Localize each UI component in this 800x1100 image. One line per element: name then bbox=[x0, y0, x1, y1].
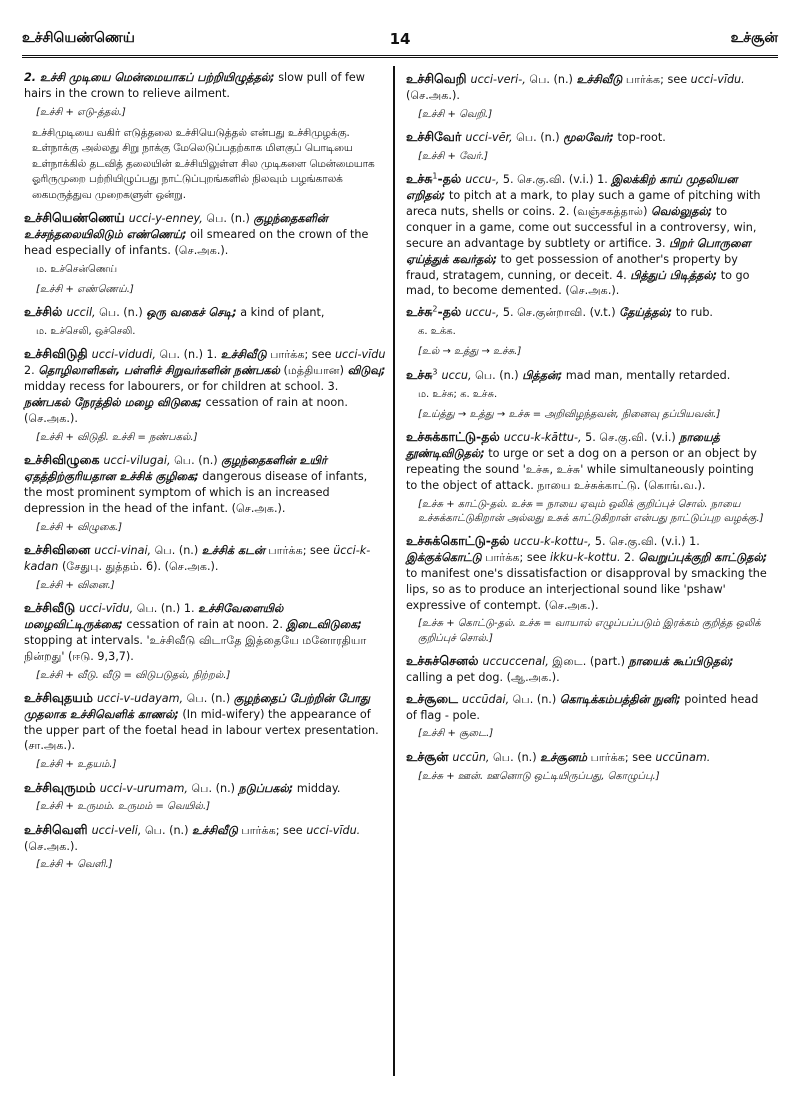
text: (செ.அக.). bbox=[24, 839, 78, 853]
right-column bbox=[406, 70, 768, 790]
headword: உச்சியெண்ணெய் bbox=[24, 210, 125, 226]
headword: உச்சு bbox=[406, 304, 433, 320]
transliteration: ucci-vilugai, bbox=[103, 454, 171, 468]
etymology: [உச்சி + வேர்.] bbox=[418, 150, 489, 162]
entry bbox=[406, 428, 768, 494]
headword: உச்சுக்காட்டு-தல் bbox=[406, 428, 500, 444]
pos: 5. செ.கு.வி. (v.i.) 1. bbox=[499, 173, 612, 187]
text: (செ.அக.). bbox=[406, 88, 460, 102]
meaning: உச்சிவீடு bbox=[220, 348, 267, 362]
headword: உச்சு bbox=[406, 366, 433, 382]
text: stopping at intervals. 'உச்சிவீடு விடாதே இத்தையே மனோரதியா நின்றது' (ஈடு. 9,3,7). bbox=[24, 633, 367, 663]
entry bbox=[24, 821, 386, 855]
pos: பெ. (n.) bbox=[151, 543, 202, 557]
gloss: dangerous disease of infants, the most prominent symptom of which is an increased depression in the head of the infant. (செ.அக.). bbox=[24, 470, 368, 515]
entry bbox=[406, 70, 768, 104]
meaning: உச்சூனம் bbox=[540, 750, 588, 764]
transliteration: uccil, bbox=[66, 306, 96, 320]
text: midday recess for labourers, or for children at school. 3. bbox=[24, 380, 339, 394]
entry bbox=[406, 128, 768, 146]
headword-suffix: -தல் bbox=[437, 171, 462, 187]
headword: உச்சிவிடுதி bbox=[24, 346, 88, 362]
meaning: குழந்தைகளின் உச்சந்தலையிலிடும் எண்ணெய்; bbox=[24, 212, 328, 242]
entry bbox=[24, 599, 386, 665]
pos: 5. செ.குன்றாவி. (v.t.) bbox=[499, 306, 620, 320]
cognate-note: ம. உச்சு; க. உச்சு. bbox=[418, 388, 498, 400]
meaning: வெறுப்புக்குறி காட்டுதல்; bbox=[638, 550, 768, 564]
left-guide-word: உச்சியெண்ணெய் bbox=[22, 30, 135, 46]
etymology: [உச்சி + சூடை.] bbox=[418, 728, 494, 740]
pos: பெ. (n.) bbox=[187, 781, 239, 795]
meaning: நண்பகல் நேரத்தில் மழை விடுகை; bbox=[24, 396, 203, 410]
gloss: to urge or set a dog on a person or an object by repeating the sound 'உச்சு, உச்சு' while simultaneously pointing to the object of attack. நாயை உச்சுக்காட்டு. (கொங்.வ.). bbox=[406, 446, 757, 492]
entry-continued bbox=[24, 70, 386, 102]
meaning: குழந்தைப் பேற்றின் போது முதலாக உச்சிவெளிக் காணல்; bbox=[24, 691, 370, 721]
text: பார்க்க; see bbox=[237, 823, 307, 837]
pos: பெ. (n.) 1. bbox=[133, 601, 199, 615]
meaning: மூலவேர்; bbox=[563, 131, 614, 144]
text: 2. bbox=[24, 364, 39, 378]
headword: உச்சிவுதயம் bbox=[24, 689, 93, 705]
page-header bbox=[22, 30, 778, 50]
homograph-number: 3 bbox=[432, 366, 438, 376]
text: பார்க்க; see bbox=[587, 750, 656, 764]
homograph-number: 2 bbox=[432, 304, 438, 314]
transliteration: uccūdai, bbox=[462, 692, 510, 706]
note-paragraph: உச்சிமுடியை வகிர் எடுத்தலை உச்சியெடுத்தல் என்பது உச்சிமுழக்கு. உள்நாக்கு அல்லது சிறு நாக்கு மேலெடுப்பதற்காக மிளகுப் பொடியை உள்நாக்கில் தடவித் தலையின் உச்சியிலுள்ள சில முடிகளை மென்மையாக ஓரிருமுறை பற்றியிழுப்பது நாட்டுப்புறங்களில் நிலவும் பழங்காலக் கைமருத்துவ முறைகளுள் ஒன்று. bbox=[32, 127, 375, 201]
entry bbox=[406, 652, 768, 686]
etymology: [உல் → உத்து → உச்சு.] bbox=[418, 346, 522, 358]
text: to go mad, to become demented. (செ.அக.). bbox=[406, 268, 750, 298]
transliteration: uccu-, bbox=[465, 173, 500, 187]
entry bbox=[24, 541, 386, 575]
gloss: pointed head of flag - pole. bbox=[406, 692, 759, 722]
meaning: இலக்கிற் காய் முதலியன எறிதல்; bbox=[406, 173, 738, 202]
cross-reference: ucci-vīdu bbox=[334, 348, 386, 362]
pos: பெ. (n.) bbox=[512, 131, 564, 144]
cognate-note: ம. உச்சென்ணெய் bbox=[36, 263, 118, 275]
entry bbox=[406, 748, 768, 766]
text: cessation of rain at noon. (செ.அக.). bbox=[24, 396, 348, 425]
pos: 5. செ.கு.வி. (v.i.) bbox=[581, 430, 680, 444]
meaning: உச்சிவீடு bbox=[192, 823, 238, 837]
transliteration: uccu-k-kottu-, bbox=[513, 534, 592, 548]
headword: உச்சூன் bbox=[406, 748, 449, 764]
etymology: [உச்சு + ஊன். ஊனொடு ஒட்டியிருப்பது, கொழுப்பு.] bbox=[418, 770, 660, 782]
cognate-note: க. உக்க. bbox=[418, 326, 456, 338]
pos: பெ. (n.) 1. bbox=[155, 348, 221, 362]
text: cessation of rain at noon. 2. bbox=[122, 617, 287, 631]
etymology: [உச்சி + எண்ணெய்.] bbox=[36, 284, 134, 296]
pos: 5. செ.கு.வி. (v.i.) 1. bbox=[591, 534, 700, 548]
entry bbox=[24, 451, 386, 517]
etymology: [உச்சி + வெறி.] bbox=[418, 108, 493, 120]
pos: பெ. (n.) bbox=[170, 454, 222, 468]
text: to pitch at a mark, to play such a game of pitching with areca nuts, shells or coins. 2. (வஞ்சகத்தால்) bbox=[406, 189, 761, 218]
text: to manifest one's dissatisfaction or disapproval by smacking the lips, so as to produce an interjectional sound like 'pshaw' expressive of contempt. (செ.அக.). bbox=[406, 566, 767, 612]
gloss: oil smeared on the crown of the head especially of infants. (செ.அக.). bbox=[24, 228, 369, 257]
entry bbox=[24, 779, 386, 797]
meaning: பிறர் பொருளை ஏய்த்துக் கவர்தல்; bbox=[406, 236, 751, 266]
text: பார்க்க; see bbox=[481, 550, 551, 564]
cross-reference: uccūnam. bbox=[655, 750, 711, 764]
left-column bbox=[24, 70, 386, 879]
meaning: குழந்தைகளின் உயிர் ஏதத்திற்குரியதான உச்சிக் குழிகை; bbox=[24, 454, 327, 483]
text: (சேதுபு. துத்தம். 6). (செ.அக.). bbox=[58, 559, 219, 573]
meaning: உச்சிவீடு bbox=[576, 73, 623, 86]
entry bbox=[24, 689, 386, 755]
text: பார்க்க; see bbox=[266, 348, 335, 362]
pos: பெ. (n.) bbox=[471, 368, 523, 382]
pos: பெ. (n.) bbox=[509, 692, 560, 706]
meaning: நடுப்பகல்; bbox=[238, 781, 294, 795]
transliteration: uccu-, bbox=[465, 306, 500, 320]
etymology: [உச்சி + உதயம்.] bbox=[36, 759, 117, 771]
transliteration: uccūn, bbox=[452, 750, 490, 764]
meaning: கொடிக்கம்பத்தின் நுனி; bbox=[559, 692, 681, 706]
transliteration: ucci-vinai, bbox=[94, 543, 152, 557]
page-number: 14 bbox=[389, 30, 411, 48]
transliteration: ucci-veli, bbox=[91, 823, 142, 837]
headword: உச்சிவெறி bbox=[406, 71, 467, 86]
homograph-number: 1 bbox=[432, 171, 438, 181]
transliteration: ucci-vēr, bbox=[465, 131, 513, 144]
pos: பெ. (n.) bbox=[489, 750, 541, 764]
headword: உச்சிவீடு bbox=[24, 599, 76, 615]
gloss: calling a pet dog. (ஆ.அக.). bbox=[406, 670, 560, 684]
entry bbox=[406, 303, 768, 321]
gloss: a kind of plant, bbox=[236, 306, 325, 320]
headword: உச்சில் bbox=[24, 304, 63, 320]
headword: உச்சிவினை bbox=[24, 541, 91, 557]
headword: உச்சிவிழுகை bbox=[24, 452, 100, 468]
cross-reference: ücci-k-kadan bbox=[24, 543, 371, 573]
meaning: உச்சிவேளையில் மழைவிட்டிருக்கை; bbox=[24, 601, 284, 631]
meaning: இடைவிடுகை; bbox=[286, 617, 362, 631]
headword: உச்சுக்கொட்டு-தல் bbox=[406, 532, 510, 548]
etymology: [உச்சி + வெளி.] bbox=[36, 859, 113, 871]
etymology: [உய்த்து → உத்து → உச்சு = அறிவிழந்தவன், நினைவு தப்பியவன்.] bbox=[418, 408, 721, 420]
cross-reference: ucci-vīdu. bbox=[690, 73, 745, 86]
headword: உச்சிவெளி bbox=[24, 821, 88, 837]
meaning: ஒரு வகைச் செடி; bbox=[146, 306, 237, 320]
transliteration: ucci-veri-, bbox=[470, 73, 526, 86]
etymology: [உச்சி + வினை.] bbox=[36, 579, 115, 591]
transliteration: ucci-v-udayam, bbox=[96, 691, 184, 705]
text: 2. bbox=[620, 550, 639, 564]
entry bbox=[406, 690, 768, 724]
meaning: விடுவு; bbox=[347, 364, 386, 378]
entry bbox=[24, 209, 386, 259]
cognate-note: ம. உச்செலி, ஒச்செலி. bbox=[36, 326, 136, 338]
etymology: [உச்சு + கொட்டு-தல். உச்சு = வாயால் எழுப்பப்படும் இரக்கம் குறித்த ஒலிக் குறிப்புச் சொல்.] bbox=[418, 618, 761, 644]
meaning: இக்குக்கொட்டு bbox=[406, 550, 482, 564]
headword: உச்சிவேர் bbox=[406, 129, 462, 144]
pos: பெ. (n.) bbox=[141, 823, 193, 837]
text: பார்க்க; see bbox=[264, 543, 334, 557]
text: பார்க்க; see bbox=[622, 73, 691, 86]
entry bbox=[24, 303, 386, 321]
entry bbox=[406, 366, 768, 384]
etymology: [உச்சி + விழுகை.] bbox=[36, 521, 123, 533]
text: (மத்தியான) bbox=[279, 364, 348, 378]
meaning: வெல்லுதல்; bbox=[651, 204, 713, 218]
meaning: பித்துப் பிடித்தல்; bbox=[630, 268, 718, 282]
meaning: நாயைத் தூண்டிவிடுதல்; bbox=[406, 430, 720, 460]
gloss: (In mid-wifery) the appearance of the upper part of the foetal head in labour vertex presentation. (சா.அக.). bbox=[24, 707, 379, 753]
pos: பெ. (n.) bbox=[95, 306, 147, 320]
column-divider bbox=[393, 66, 395, 1076]
text: to get possession of another's property by fraud, stratagem, cunning, or deceit. 4. bbox=[406, 252, 738, 282]
headword: உச்சிவுருமம் bbox=[24, 779, 96, 795]
right-guide-word: உச்சூன் bbox=[730, 30, 778, 46]
headword: உச்சு bbox=[406, 171, 433, 187]
etymology: [உச்சி + வீடு. வீடு = விடுபடுதல், நிற்றல்.] bbox=[36, 669, 231, 681]
transliteration: ucci-v-urumam, bbox=[99, 781, 188, 795]
entry bbox=[406, 170, 768, 299]
meaning: தேய்த்தல்; bbox=[619, 306, 673, 320]
gloss: mad man, mentally retarded. bbox=[562, 368, 731, 382]
etymology: [உச்சி + எடு-த்தல்.] bbox=[36, 106, 126, 118]
etymology: [உச்சி + விடுதி. உச்சி = நண்பகல்.] bbox=[36, 431, 198, 443]
gloss: top-root. bbox=[613, 131, 666, 144]
etymology: [உச்சு + காட்டு-தல். உச்சு = நாயை ஏவும் ஒலிக் குறிப்புச் சொல். நாயை உச்சுக்காட்டுகிறான் அல்லது உசுக் காட்டுகிறான் என்பது நாட்டுப்புற வழக்கு.] bbox=[418, 498, 764, 524]
meaning: நாயைக் கூப்பிடுதல்; bbox=[628, 654, 734, 668]
meaning: பித்தன்; bbox=[522, 368, 563, 382]
transliteration: uccuccenal, bbox=[482, 654, 549, 668]
gloss: slow pull of few hairs in the crown to relieve ailment. bbox=[24, 71, 365, 100]
cross-reference: ikku-k-kottu. bbox=[550, 550, 621, 564]
meaning: தொழிலாளிகள், பள்ளிச் சிறுவர்களின் நண்பகல் bbox=[38, 364, 280, 378]
entry bbox=[24, 345, 386, 427]
cross-reference: ucci-vīdu. bbox=[306, 823, 361, 837]
pos: பெ. (n.) bbox=[525, 73, 577, 86]
headword-suffix: -தல் bbox=[437, 304, 462, 320]
pos: இடை. (part.) bbox=[548, 654, 629, 668]
etymology: [உச்சி + உருமம். உருமம் = வெயில்.] bbox=[36, 801, 211, 813]
transliteration: ucci-vidudi, bbox=[91, 348, 156, 362]
transliteration: ucci-vīdu, bbox=[79, 601, 134, 615]
entry bbox=[406, 532, 768, 614]
meaning: 2. உச்சி முடியை மென்மையாகப் பற்றியிழுத்தல்; bbox=[24, 71, 275, 84]
meaning: உச்சிக் கடன் bbox=[201, 543, 265, 557]
pos: பெ. (n.) bbox=[183, 691, 234, 705]
text: to conquer in a game, come out successful in a controversy, win, secure an advantage by subtlety or artifice. 3. bbox=[406, 204, 757, 250]
headword: உச்சூடை bbox=[406, 690, 459, 706]
gloss: midday. bbox=[293, 781, 341, 795]
transliteration: uccu-k-kāttu-, bbox=[503, 430, 582, 444]
pos: பெ. (n.) bbox=[202, 212, 254, 226]
gloss: to rub. bbox=[672, 306, 713, 320]
headword: உச்சுச்செனல் bbox=[406, 652, 479, 668]
transliteration: uccu, bbox=[441, 368, 472, 382]
header-rule bbox=[22, 55, 778, 58]
transliteration: ucci-y-enney, bbox=[128, 212, 203, 226]
